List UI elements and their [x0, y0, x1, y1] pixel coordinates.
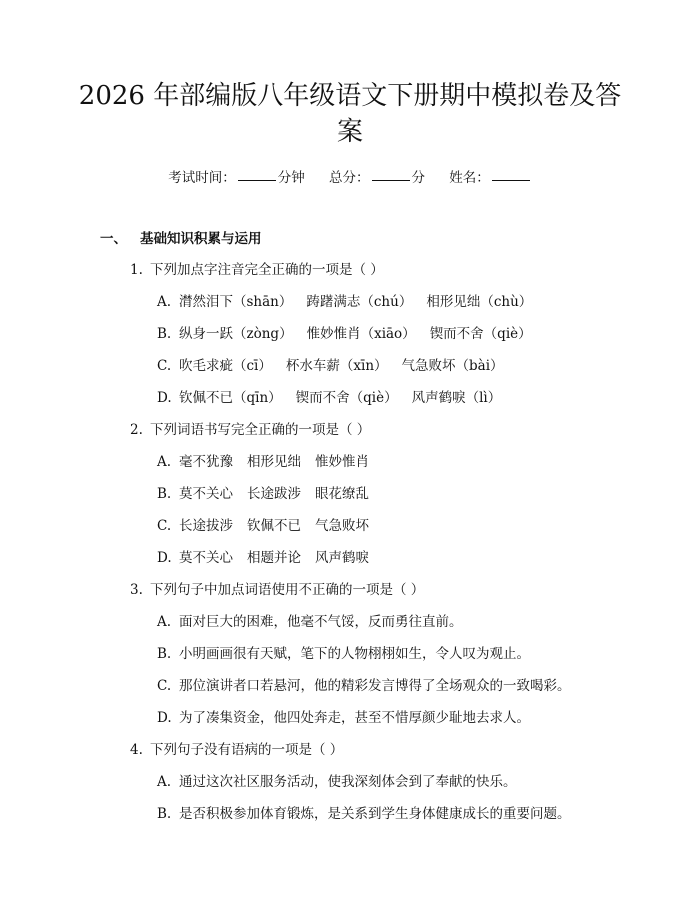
question-number: 1. [130, 262, 143, 278]
option-word: 风声鹤唳 [315, 550, 369, 566]
option-word: 杯水车薪（xīn） [285, 358, 388, 374]
option-text: 通过这次社区服务活动，使我深刻体会到了奉献的快乐。 [179, 774, 517, 790]
option-word: 莫不关心 [179, 550, 233, 566]
option-text: 是否积极参加体育锻炼，是关系到学生身体健康成长的重要问题。 [179, 806, 571, 822]
question-stem: 下列加点字注音完全正确的一项是（ ） [150, 262, 384, 278]
option-word: 相形见绌 [247, 454, 301, 470]
exam-time-label: 考试时间： [168, 170, 236, 186]
q3-option-c [157, 676, 571, 696]
page-title: 2026 年部编版八年级语文下册期中模拟卷及答案 [78, 81, 622, 147]
option-letter: A. [157, 454, 172, 470]
option-word: 纵身一跃（zòng） [179, 326, 293, 342]
option-text: 面对巨大的困难，他毫不气馁，反而勇往直前。 [179, 614, 463, 630]
exam-time-blank [238, 180, 276, 181]
option-word: 相形见绌（chù） [426, 294, 533, 310]
section-title: 基础知识积累与运用 [140, 231, 262, 247]
option-word: 毫不犹豫 [179, 454, 233, 470]
question-stem: 下列句子中加点词语使用不正确的一项是（ ） [150, 582, 425, 598]
q1-option-c [157, 356, 518, 376]
option-letter: A. [157, 774, 172, 790]
question-number: 4. [130, 742, 143, 758]
section-heading [100, 229, 262, 249]
q2-option-d [157, 548, 383, 568]
option-word: 长途拔涉 [179, 518, 233, 534]
q2-option-a [157, 452, 383, 472]
option-text: 小明画画很有天赋，笔下的人物栩栩如生，令人叹为观止。 [179, 646, 530, 662]
section-number: 一、 [100, 231, 127, 247]
option-letter: D. [157, 390, 172, 406]
option-word: 莫不关心 [179, 486, 233, 502]
q1-option-b [157, 324, 546, 344]
q4-option-b [157, 804, 571, 824]
option-word: 惟妙惟肖（xiāo） [306, 326, 416, 342]
q3-option-a [157, 612, 463, 632]
option-letter: B. [157, 646, 172, 662]
option-word: 眼花缭乱 [315, 486, 369, 502]
option-word: 惟妙惟肖 [315, 454, 369, 470]
question-number: 2. [130, 422, 143, 438]
option-word: 气急败坏（bài） [401, 358, 504, 374]
option-word: 踌躇满志（chú） [306, 294, 413, 310]
option-word: 锲而不舍（qiè） [295, 390, 398, 406]
option-word: 钦佩不已（qīn） [179, 390, 282, 406]
question-number: 3. [130, 582, 143, 598]
exam-time-field [168, 170, 305, 186]
name-label: 姓名： [449, 170, 490, 186]
option-word: 风声鹤唳（lì） [411, 390, 502, 406]
q3-option-b [157, 644, 530, 664]
option-letter: C. [157, 678, 172, 694]
name-field [449, 170, 532, 186]
option-letter: C. [157, 518, 172, 534]
option-word: 气急败坏 [315, 518, 369, 534]
option-letter: B. [157, 486, 172, 502]
option-letter: D. [157, 710, 172, 726]
q2-option-c [157, 516, 383, 536]
name-blank [492, 180, 530, 181]
option-word: 相题并论 [247, 550, 301, 566]
option-word: 锲而不舍（qiè） [429, 326, 532, 342]
total-score-blank [372, 180, 410, 181]
option-word: 长途跋涉 [247, 486, 301, 502]
question-stem: 下列词语书写完全正确的一项是（ ） [150, 422, 371, 438]
total-score-field [329, 170, 425, 186]
question-stem: 下列句子没有语病的一项是（ ） [150, 742, 344, 758]
option-letter: A. [157, 294, 172, 310]
option-letter: D. [157, 550, 172, 566]
total-score-label: 总分： [329, 170, 370, 186]
option-letter: A. [157, 614, 172, 630]
exam-time-unit: 分钟 [277, 170, 305, 186]
question-3 [130, 580, 424, 600]
q2-option-b [157, 484, 383, 504]
option-letter: B. [157, 326, 172, 342]
option-text: 为了凑集资金，他四处奔走，甚至不惜厚颜少耻地去求人。 [179, 710, 530, 726]
option-word: 钦佩不已 [247, 518, 301, 534]
question-4 [130, 740, 343, 760]
option-letter: C. [157, 358, 172, 374]
option-letter: B. [157, 806, 172, 822]
q4-option-a [157, 772, 517, 792]
question-2 [130, 420, 370, 440]
total-score-unit: 分 [411, 170, 425, 186]
exam-info-line [0, 168, 700, 188]
option-word: 潸然泪下（shān） [179, 294, 293, 310]
q1-option-d [157, 388, 515, 408]
option-word: 吹毛求疵（cī） [179, 358, 272, 374]
q3-option-d [157, 708, 530, 728]
question-1 [130, 260, 384, 280]
option-text: 那位演讲者口若悬河，他的精彩发言博得了全场观众的一致喝彩。 [179, 678, 571, 694]
q1-option-a [157, 292, 546, 312]
